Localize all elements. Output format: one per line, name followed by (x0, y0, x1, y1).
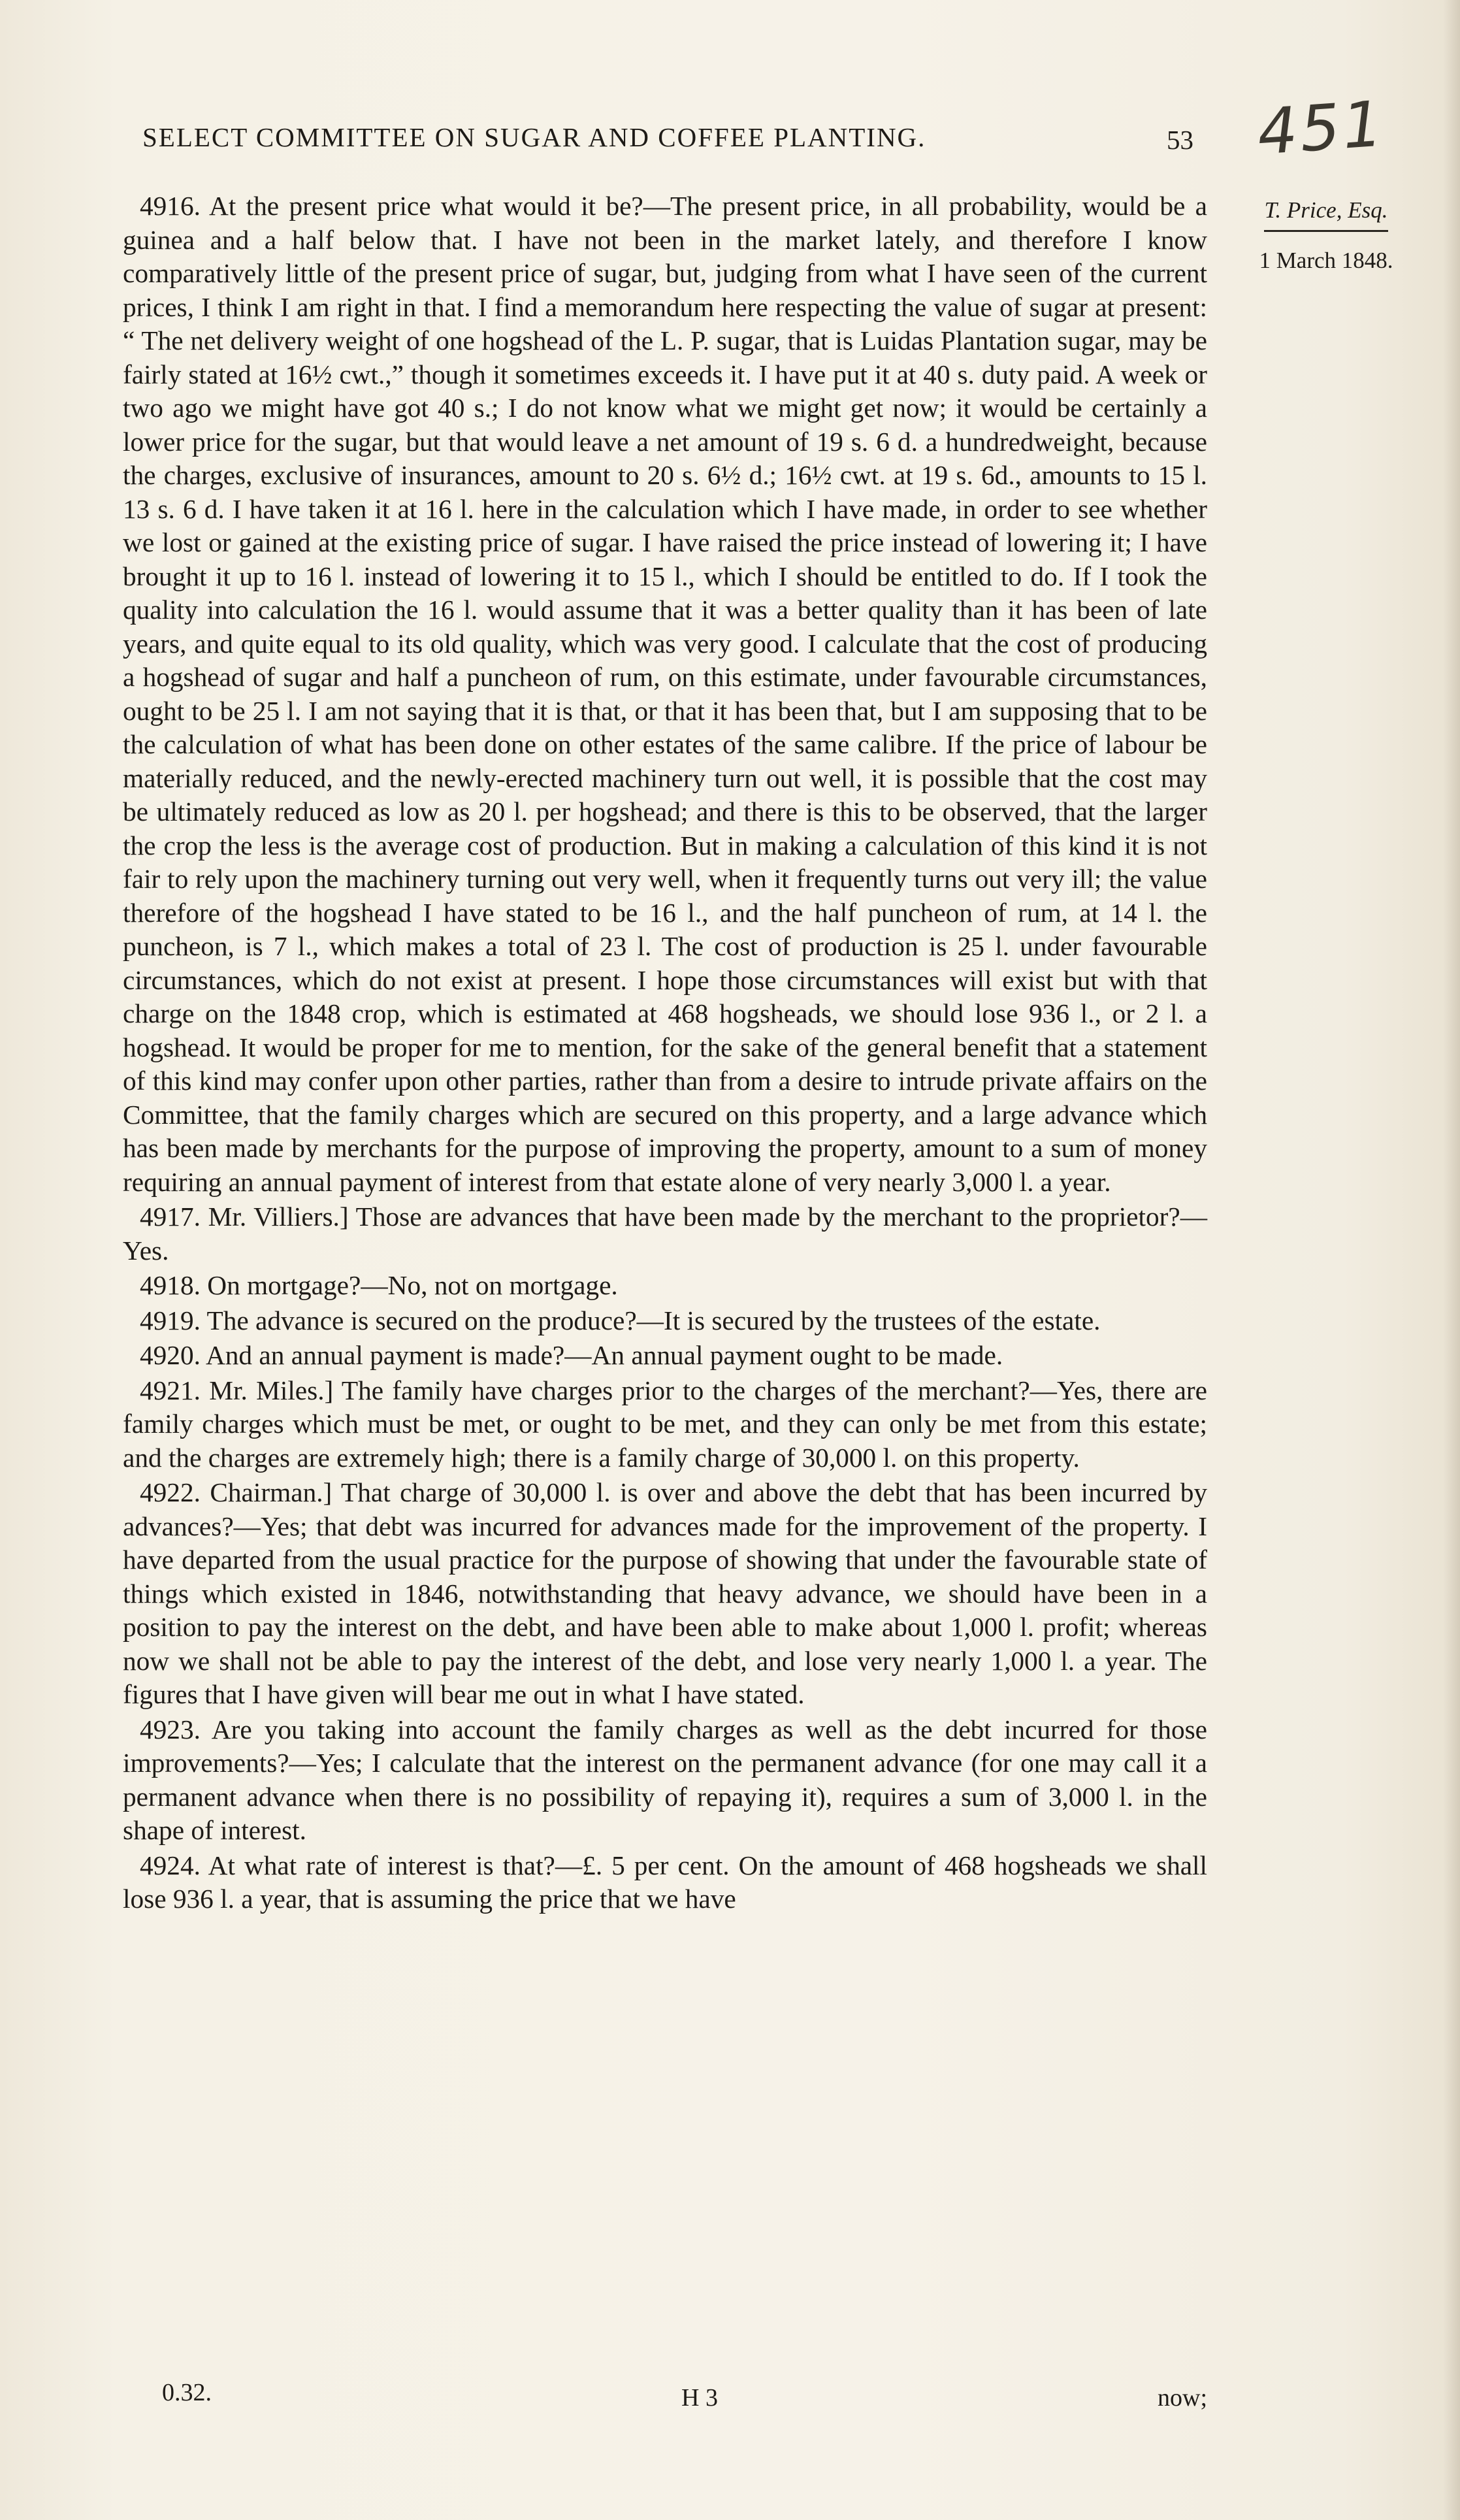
handwritten-folio-number: 451 (1255, 87, 1387, 169)
page-footer (123, 2378, 1207, 2417)
witness-name: T. Price, Esq. (1264, 197, 1388, 223)
page-edge-shadow (1443, 0, 1460, 2520)
paper-reference: 0.32. (162, 2379, 212, 2406)
page-number: 53 (1167, 125, 1193, 155)
evidence-date: 1 March 1848. (1259, 248, 1393, 273)
question-4921: 4921. Mr. Miles.] The family have charges prior to the charges of the merchant?—Yes, there are family charges which must be met, or ought to be met, and they can only be met from this estate; and the charges are extremely high; there is a family charge of 30,000 l. on this property. (123, 1375, 1207, 1473)
question-4918: 4918. On mortgage?—No, not on mortgage. (140, 1270, 618, 1300)
running-title: SELECT COMMITTEE ON SUGAR AND COFFEE PLANTING. (142, 122, 926, 152)
margin-rule (1264, 230, 1388, 232)
catchword: now; (1158, 2384, 1207, 2412)
question-4917: 4917. Mr. Villiers.] Those are advances that have been made by the merchant to the proprietor?—Yes. (123, 1202, 1207, 1266)
page-header (142, 116, 1201, 162)
question-4919: 4919. The advance is secured on the produce?—It is secured by the trustees of the estate. (140, 1305, 1101, 1335)
margin-note (1228, 193, 1424, 278)
question-4922: 4922. Chairman.] That charge of 30,000 l. is over and above the debt that has been incurred by advances?—Yes; that debt was incurred for advances made for the improvement of the property. I have departed from the usual practice for the purpose of showing that under the favourable state of things which existed in 1846, notwithstanding that heavy advance, we should have been in a position to pay the interest on the debt, and have been able to make about 1,000 l. profit; whereas now we shall not be able to pay the interest of the debt, and lose very nearly 1,000 l. a year. The figures that I have given will bear me out in what I have stated. (123, 1477, 1207, 1709)
question-4920: 4920. And an annual payment is made?—An annual payment ought to be made. (140, 1340, 1003, 1370)
signature-mark: H 3 (681, 2384, 718, 2412)
question-4916: 4916. At the present price what would it be?—The present price, in all probability, would be a guinea and a half below that. I have not been in the market lately, and therefore I know comparatively little of the present price of sugar, but, judging from what I have seen of the current prices, I think I am right in that. I find a memorandum here respecting the value of sugar at present: “ The net delivery weight of one hogshead of the L. P. sugar, that is Luidas Plantation sugar, may be fairly stated at 16½ cwt.,” though it sometimes exceeds it. I have put it at 40 s. duty paid. A week or two ago we might have got 40 s.; I do not know what we might get now; it would be certainly a lower price for the sugar, but that would leave a net amount of 19 s. 6 d. a hundredweight, because the charges, exclusive of insurances, amount to 20 s. 6½ d.; 16½ cwt. at 19 s. 6d., amounts to 15 l. 13 s. 6 d. I have taken it at 16 l. here in the calculation which I have made, in order to see whether we lost or gained at the existing price of sugar. I have raised the price instead of lowering it; I have brought it up to 16 l. instead of lowering it to 15 l., which I should be entitled to do. If I took the quality into calculation the 16 l. would assume that it was a better quality than it has been of late years, and quite equal to its old quality, which was very good. I calculate that the cost of producing a hogshead of sugar and half a puncheon of rum, on this estimate, under favourable circumstances, ought to be 25 l. I am not saying that it is that, or that it has been that, but I am supposing that to be the calculation of what has been done on other estates of the same calibre. If the price of labour be materially reduced, and the newly-erected machinery turn out well, it is possible that the cost may be ultimately reduced as low as 20 l. per hogshead; and there is this to be observed, that the larger the crop the less is the average cost of production. But in making a calculation of this kind it is not fair to rely upon the machinery turning out very well, when it frequently turns out very ill; the value therefore of the hogshead I have stated to be 16 l., and the half puncheon of rum, at 14 l. the puncheon, is 7 l., which makes a total of 23 l. The cost of production is 25 l. under favourable circumstances, which do not exist at present. I hope those circumstances will exist but with that charge on the 1848 crop, which is estimated at 468 hogsheads, we should lose 936 l., or 2 l. a hogshead. It would be proper for me to mention, for the sake of the general benefit that a statement of this kind may confer upon other parties, rather than from a desire to intrude private affairs on the Committee, that the family charges which are secured on this property, and a large advance which has been made by merchants for the purpose of improving the property, amount to a sum of money requiring an annual payment of interest from that estate alone of very nearly 3,000 l. a year. (123, 191, 1207, 1197)
question-4923: 4923. Are you taking into account the family charges as well as the debt incurred for those improvements?—Yes; I calculate that the interest on the permanent advance (for one may call it a permanent advance when there is no possibility of repaying it), requires a sum of 3,000 l. in the shape of interest. (123, 1714, 1207, 1845)
evidence-text (123, 189, 1207, 1916)
question-4924: 4924. At what rate of interest is that?—£. 5 per cent. On the amount of 468 hogsheads we shall lose 936 l. a year, that is assuming the price that we have (123, 1850, 1207, 1914)
